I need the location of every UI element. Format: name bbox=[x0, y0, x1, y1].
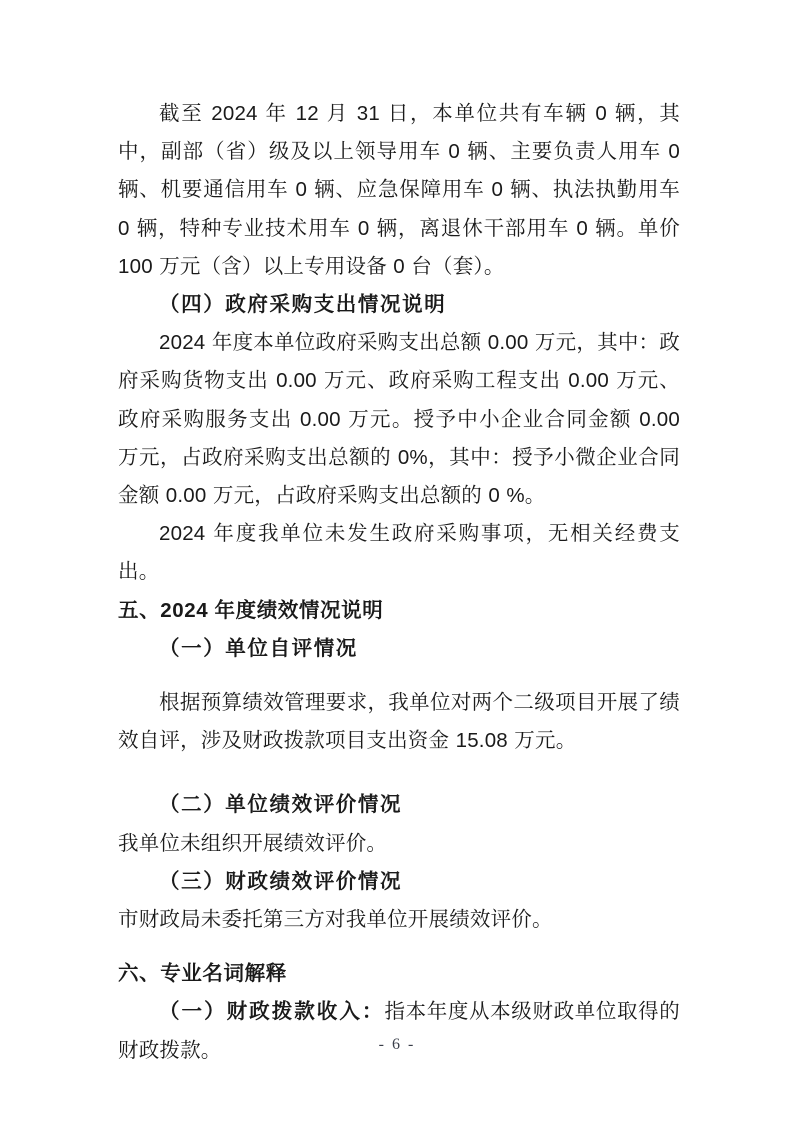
heading-unit-performance-evaluation: （二）单位绩效评价情况 bbox=[159, 794, 403, 817]
page-number: - 6 - bbox=[378, 1036, 416, 1053]
spacer bbox=[118, 939, 680, 955]
paragraph-glossary-fiscal-appropriation-income bbox=[118, 993, 680, 1069]
heading-government-procurement-expenditure: （四）政府采购支出情况说明 bbox=[159, 294, 447, 317]
heading-fiscal-performance-evaluation: （三）财政绩效评价情况 bbox=[159, 870, 403, 893]
paragraph-unit-performance-evaluation: 我单位未组织开展绩效评价。 bbox=[118, 831, 388, 855]
paragraph-fiscal-performance-evaluation: 市财政局未委托第三方对我单位开展绩效评价。 bbox=[118, 908, 553, 932]
glossary-term-definition: 指本年度从本级财政单位取得的财政拨款。 bbox=[118, 1000, 680, 1062]
paragraph-procurement-none: 2024 年度我单位未发生政府采购事项，无相关经费支出。 bbox=[118, 522, 680, 584]
glossary-term-label: （一）财政拨款收入： bbox=[159, 1001, 385, 1024]
heading-unit-self-evaluation: （一）单位自评情况 bbox=[159, 637, 358, 660]
paragraph-procurement-total: 2024 年度本单位政府采购支出总额 0.00 万元，其中：政府采购货物支出 0.00 万元、政府采购工程支出 0.00 万元、政府采购服务支出 0.00 万元。授予中小企业合同金额 0.00 万元，占政府采购支出总额的 0%，其中：授予小微企业合同金额 0.00 万元，占政府采购支出总额的 0 %。 bbox=[118, 331, 680, 508]
heading-section-five-performance: 五、2024 年度绩效情况说明 bbox=[118, 598, 384, 622]
paragraph-vehicle-assets: 截至 2024 年 12 月 31 日，本单位共有车辆 0 辆，其中，副部（省）级及以上领导用车 0 辆、主要负责人用车 0 辆、机要通信用车 0 辆、应急保障用车 0 辆、执法执勤用车 0 辆，特种专业技术用车 0 辆，离退休干部用车 0 辆。单价 100 万元（含）以上专用设备 0 台（套）。 bbox=[118, 102, 680, 278]
spacer bbox=[118, 668, 680, 684]
paragraph-unit-self-evaluation: 根据预算绩效管理要求，我单位对两个二级项目开展了绩效自评，涉及财政拨款项目支出资金 15.08 万元。 bbox=[118, 691, 680, 753]
heading-section-six-glossary: 六、专业名词解释 bbox=[118, 962, 287, 986]
spacer bbox=[118, 760, 680, 786]
